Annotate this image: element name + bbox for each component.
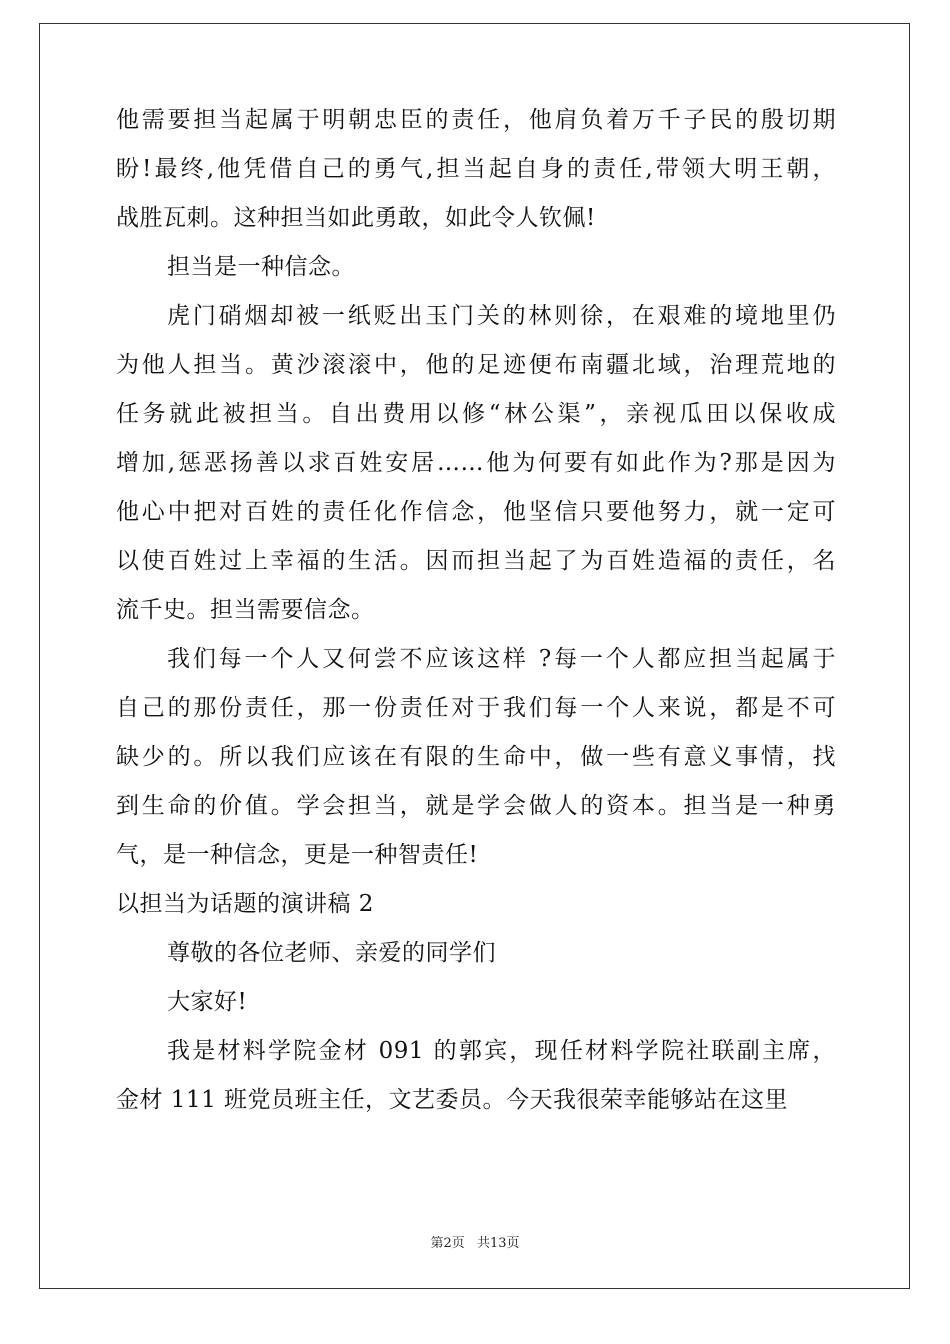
- paragraph: [116, 243, 836, 292]
- text-line: 大家好!: [167, 989, 248, 1015]
- paragraph: [116, 635, 836, 880]
- text-line: 以担当为话题的演讲稿 2: [116, 891, 374, 917]
- paragraph: [116, 1027, 836, 1125]
- text-line: 气，是一种信念，更是一种智责任!: [116, 842, 479, 868]
- paragraph: [116, 978, 836, 1027]
- text-line: 流千史。担当需要信念。: [116, 597, 375, 623]
- text-line: 为他人担当。黄沙滚滚中，他的足迹便布南疆北域，治理荒地的: [116, 352, 836, 378]
- document-body: [116, 96, 836, 1125]
- text-line: 战胜瓦刺。这种担当如此勇敢，如此令人钦佩!: [116, 205, 596, 231]
- current-page-label: 第2页: [430, 1236, 465, 1251]
- paragraph: [116, 880, 836, 929]
- text-line: 我们每一个人又何尝不应该这样 ?每一个人都应担当起属于: [167, 646, 836, 672]
- page-footer: [0, 1232, 950, 1251]
- text-line: 盼!最终,他凭借自己的勇气,担当起自身的责任,带领大明王朝，: [116, 156, 836, 182]
- paragraph: [116, 929, 836, 978]
- text-line: 到生命的价值。学会担当，就是学会做人的资本。担当是一种勇: [116, 793, 836, 819]
- text-line: 我是材料学院金材 091 的郭宾，现任材料学院社联副主席，: [167, 1038, 836, 1064]
- text-line: 以使百姓过上幸福的生活。因而担当起了为百姓造福的责任，名: [116, 548, 836, 574]
- paragraph: [116, 292, 836, 635]
- text-line: 缺少的。所以我们应该在有限的生命中，做一些有意义事情，找: [116, 744, 836, 770]
- text-line: 金材 111 班党员班主任，文艺委员。今天我很荣幸能够站在这里: [116, 1087, 789, 1113]
- text-line: 他心中把对百姓的责任化作信念，他坚信只要他努力，就一定可: [116, 499, 836, 525]
- text-line: 他需要担当起属于明朝忠臣的责任，他肩负着万千子民的殷切期: [116, 107, 836, 133]
- text-line: 自己的那份责任，那一份责任对于我们每一个人来说，都是不可: [116, 695, 836, 721]
- text-line: 虎门硝烟却被一纸贬出玉门关的林则徐，在艰难的境地里仍: [167, 303, 836, 329]
- paragraph: [116, 96, 836, 243]
- text-line: 增加,惩恶扬善以求百姓安居……他为何要有如此作为?那是因为: [116, 450, 836, 476]
- text-line: 任务就此被担当。自出费用以修“林公渠”，亲视瓜田以保收成: [116, 401, 836, 427]
- text-line: 尊敬的各位老师、亲爱的同学们: [167, 940, 496, 966]
- total-pages-label: 共13页: [476, 1236, 520, 1251]
- text-line: 担当是一种信念。: [167, 254, 355, 280]
